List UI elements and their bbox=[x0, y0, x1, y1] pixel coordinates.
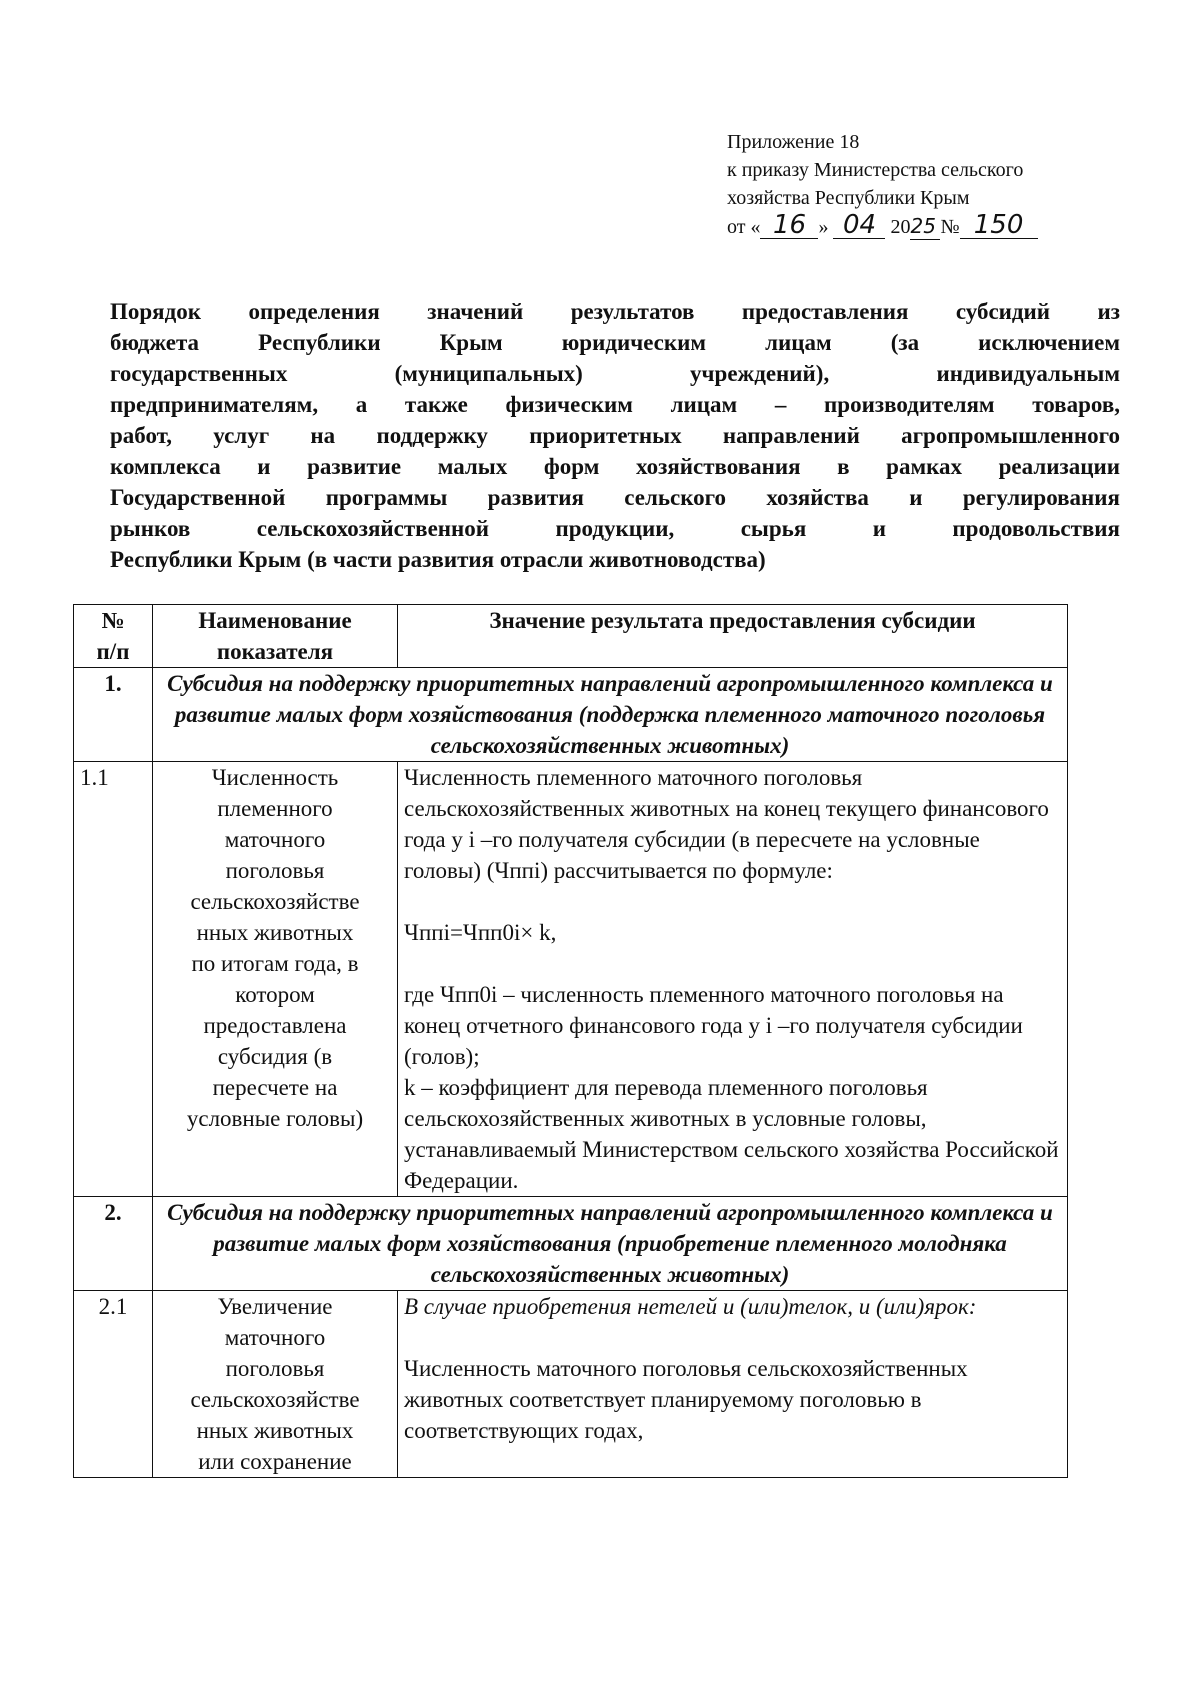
header-name-line: Наименование bbox=[198, 608, 352, 633]
indicator-name-line: маточного bbox=[224, 1325, 326, 1350]
row-number: 1.1 bbox=[74, 762, 153, 1197]
indicator-name bbox=[153, 762, 398, 1197]
annex-ministry-line: хозяйства Республики Крым bbox=[727, 187, 970, 209]
value-paragraph: Численность маточного поголовья сельскохозяйственных животных соответствует планируемому поголовью в соответствующих годах, bbox=[404, 1356, 968, 1443]
indicator-name-line: племенного bbox=[217, 796, 333, 821]
value-paragraph: Численность племенного маточного поголовья сельскохозяйственных животных на конец текущего финансового года у i –го получателя субсидии (в пересчете на условные головы) (Чппi) рассчитывается по формуле: bbox=[404, 765, 1049, 883]
indicator-name-line: сельскохозяйстве bbox=[190, 1387, 360, 1412]
document-title bbox=[110, 296, 1120, 575]
title-line: комплекса и развитие малых форм хозяйствования в рамках реализации bbox=[110, 454, 1120, 479]
annex-order-line: к приказу Министерства сельского bbox=[727, 159, 1024, 181]
indicator-name-line: субсидия (в bbox=[217, 1044, 333, 1069]
indicator-name-line: нных животных bbox=[196, 1418, 354, 1443]
header-number bbox=[74, 605, 153, 668]
header-name-line: показателя bbox=[216, 639, 334, 664]
indicators-table bbox=[73, 604, 1068, 1478]
title-line: бюджета Республики Крым юридическим лицам (за исключением bbox=[110, 330, 1120, 355]
date-mid: » bbox=[818, 216, 829, 238]
annex-title: Приложение 18 bbox=[727, 131, 860, 153]
title-line: Порядок определения значений результатов предоставления субсидий из bbox=[110, 299, 1120, 324]
handwritten-day: 16 bbox=[760, 212, 818, 239]
handwritten-number: 150 bbox=[960, 212, 1038, 239]
section-title: Субсидия на поддержку приоритетных направлений агропромышленного комплекса и развитие малых форм хозяйствования (приобретение племенного молодняка сельскохозяйственных животных) bbox=[153, 1197, 1068, 1291]
indicator-name-line: поголовья bbox=[225, 858, 325, 883]
formula: Чппi=Чпп0i× k, bbox=[404, 920, 557, 945]
value-paragraph: где Чпп0i – численность племенного маточного поголовья на конец отчетного финансового года у i –го получателя субсидии (голов); bbox=[404, 982, 1023, 1069]
value-paragraph: k – коэффициент для перевода племенного поголовья сельскохозяйственных животных в условные головы, устанавливаемый Министерством сельского хозяйства Российской Федерации. bbox=[404, 1075, 1059, 1193]
row-number: 2.1 bbox=[74, 1291, 153, 1478]
indicator-name-line: сельскохозяйстве bbox=[190, 889, 360, 914]
indicator-name-line: Численность bbox=[211, 765, 339, 790]
table-row bbox=[74, 1291, 1068, 1478]
title-line: предпринимателям, а также физическим лицам – производителям товаров, bbox=[110, 392, 1120, 417]
indicator-name-line: пересчете на bbox=[212, 1075, 338, 1100]
indicator-name-line: Увеличение bbox=[217, 1294, 333, 1319]
indicator-name-line: условные головы) bbox=[186, 1106, 364, 1131]
header-value: Значение результата предоставления субсидии bbox=[398, 605, 1068, 668]
indicator-value bbox=[398, 762, 1068, 1197]
table-row bbox=[74, 762, 1068, 1197]
annex-block bbox=[727, 128, 1038, 241]
indicator-name-line: котором bbox=[235, 982, 315, 1007]
indicator-name-line: поголовья bbox=[225, 1356, 325, 1381]
number-label: № bbox=[940, 216, 960, 238]
indicator-name-line: маточного bbox=[224, 827, 326, 852]
title-line: Республики Крым (в части развития отрасли животноводства) bbox=[110, 547, 766, 572]
header-number-line: п/п bbox=[96, 639, 130, 664]
date-prefix: от « bbox=[727, 216, 761, 238]
title-line: рынков сельскохозяйственной продукции, сырья и продовольствия bbox=[110, 516, 1120, 541]
header-number-line: № bbox=[101, 608, 125, 633]
indicator-value bbox=[398, 1291, 1068, 1478]
indicator-name-line: предоставлена bbox=[203, 1013, 347, 1038]
indicator-name-line: или сохранение bbox=[198, 1449, 352, 1474]
annex-date-line bbox=[727, 212, 1038, 241]
indicator-name-line: по итогам года, в bbox=[191, 951, 359, 976]
title-line: государственных (муниципальных) учреждений), индивидуальным bbox=[110, 361, 1120, 386]
handwritten-month: 04 bbox=[833, 212, 885, 239]
title-line: работ, услуг на поддержку приоритетных направлений агропромышленного bbox=[110, 423, 1120, 448]
title-line: Государственной программы развития сельского хозяйства и регулирования bbox=[110, 485, 1120, 510]
year-prefix: 20 bbox=[890, 216, 911, 238]
value-paragraph: В случае приобретения нетелей и (или)телок, и (или)ярок: bbox=[404, 1294, 977, 1319]
section-row bbox=[74, 1197, 1068, 1291]
section-number: 1. bbox=[74, 668, 153, 762]
header-name bbox=[153, 605, 398, 668]
section-row bbox=[74, 668, 1068, 762]
section-number: 2. bbox=[74, 1197, 153, 1291]
indicator-name-line: нных животных bbox=[196, 920, 354, 945]
section-title: Субсидия на поддержку приоритетных направлений агропромышленного комплекса и развитие малых форм хозяйствования (поддержка племенного маточного поголовья сельскохозяйственных животных) bbox=[153, 668, 1068, 762]
handwritten-year: 25 bbox=[910, 213, 940, 240]
indicator-name bbox=[153, 1291, 398, 1478]
table-header-row bbox=[74, 605, 1068, 668]
